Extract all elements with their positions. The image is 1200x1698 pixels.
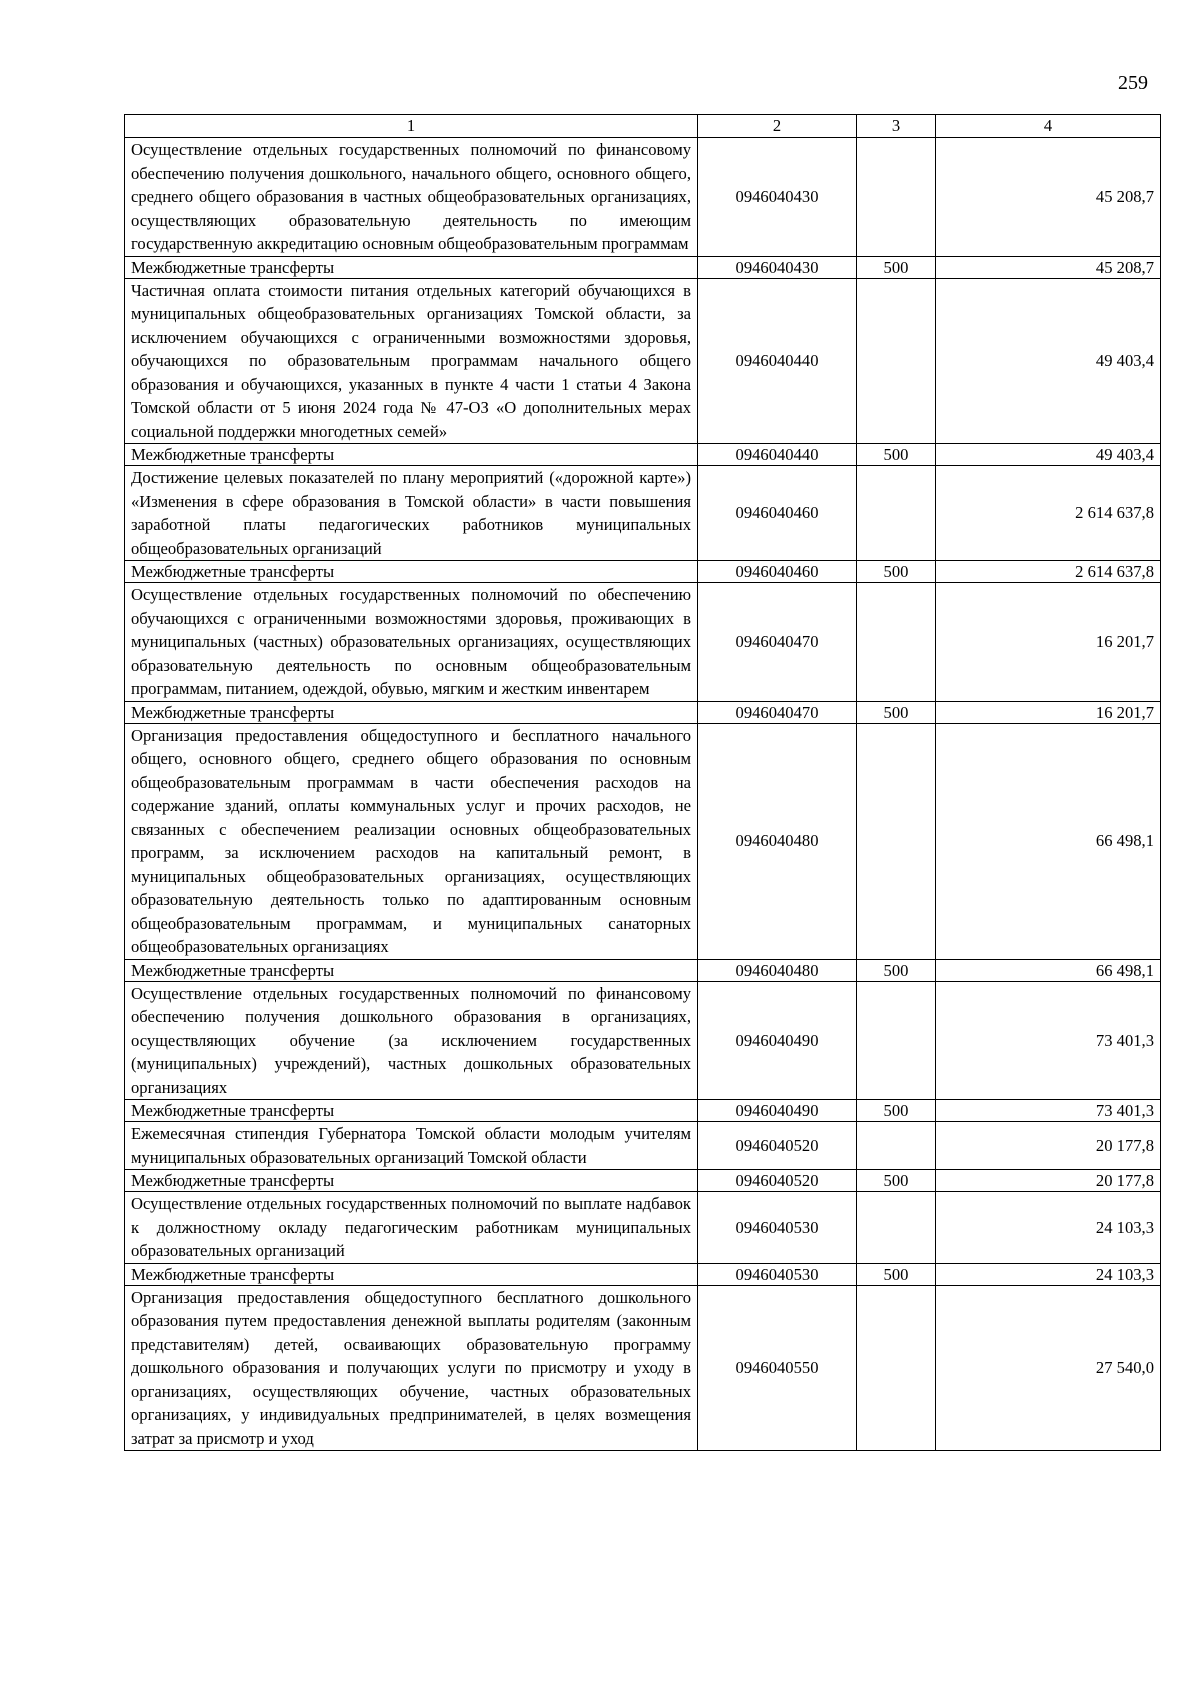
row-code: 0946040490 [698,981,857,1100]
table-row [125,1285,1161,1451]
table-row [125,981,1161,1100]
row-description: Частичная оплата стоимости питания отдельных категорий обучающихся в муниципальных общеобразовательных организациях Томской области, за исключением обучающихся с ограниченными возможностями здоровья, обучающихся по образовательным программам начального общего образования и обучающихся, указанных в пункте 4 части 1 статьи 4 Закона Томской области от 5 июня 2024 года № 47-ОЗ «О дополнительных мерах социальной поддержки многодетных семей» [125,278,698,444]
row-kvr: 500 [857,959,936,981]
table-row [125,1170,1161,1192]
row-code: 0946040430 [698,256,857,278]
row-description: Ежемесячная стипендия Губернатора Томской области молодым учителям муниципальных образовательных организаций Томской области [125,1122,698,1170]
row-amount: 2 614 637,8 [936,466,1161,561]
row-kvr: 500 [857,701,936,723]
row-code: 0946040440 [698,278,857,444]
row-kvr: 500 [857,561,936,583]
table-row [125,1263,1161,1285]
row-amount: 45 208,7 [936,138,1161,257]
row-kvr [857,466,936,561]
row-kvr [857,1192,936,1264]
column-header: 3 [857,115,936,138]
row-code: 0946040530 [698,1263,857,1285]
row-description: Межбюджетные трансферты [125,444,698,466]
table-row [125,278,1161,444]
row-kvr [857,583,936,702]
row-kvr: 500 [857,444,936,466]
row-amount: 2 614 637,8 [936,561,1161,583]
row-description: Организация предоставления общедоступного и бесплатного начального общего, основного общего, среднего общего образования по основным общеобразовательным программам в части обеспечения расходов на содержание зданий, оплаты коммунальных услуг и прочих расходов, не связанных с обеспечением реализации основных общеобразовательных программ, за исключением расходов на капитальный ремонт, в муниципальных общеобразовательных организациях, осуществляющих образовательную деятельность только по адаптированным основным общеобразовательным программам, и муниципальных санаторных общеобразовательных организациях [125,723,698,959]
row-description: Достижение целевых показателей по плану мероприятий («дорожной карте») «Изменения в сфере образования в Томской области» в части повышения заработной платы педагогических работников муниципальных общеобразовательных организаций [125,466,698,561]
row-code: 0946040440 [698,444,857,466]
column-header: 2 [698,115,857,138]
row-kvr [857,278,936,444]
row-description: Осуществление отдельных государственных полномочий по выплате надбавок к должностному окладу педагогическим работникам муниципальных образовательных организаций [125,1192,698,1264]
row-amount: 16 201,7 [936,701,1161,723]
table-row [125,583,1161,702]
row-amount: 45 208,7 [936,256,1161,278]
table-row [125,1122,1161,1170]
row-amount: 24 103,3 [936,1263,1161,1285]
row-code: 0946040430 [698,138,857,257]
row-kvr: 500 [857,1100,936,1122]
row-code: 0946040520 [698,1122,857,1170]
row-kvr [857,138,936,257]
row-amount: 66 498,1 [936,959,1161,981]
row-code: 0946040470 [698,583,857,702]
row-description: Межбюджетные трансферты [125,701,698,723]
row-description: Организация предоставления общедоступного бесплатного дошкольного образования путем предоставления денежной выплаты родителям (законным представителям) детей, осваивающих образовательную программу дошкольного образования и получающих услуги по присмотру и уходу в организациях, осуществляющих обучение, частных образовательных организациях, у индивидуальных предпринимателей, в целях возмещения затрат за присмотр и уход [125,1285,698,1451]
row-amount: 24 103,3 [936,1192,1161,1264]
table-row [125,466,1161,561]
row-amount: 49 403,4 [936,278,1161,444]
header-row [125,115,1161,138]
row-description: Осуществление отдельных государственных полномочий по финансовому обеспечению получения дошкольного, начального общего, основного общего, среднего общего образования в частных общеобразовательных организациях, осуществляющих образовательную деятельность по имеющим государственную аккредитацию основным общеобразовательным программам [125,138,698,257]
column-header: 1 [125,115,698,138]
row-amount: 73 401,3 [936,981,1161,1100]
row-code: 0946040550 [698,1285,857,1451]
table-row [125,1192,1161,1264]
row-kvr [857,723,936,959]
row-amount: 73 401,3 [936,1100,1161,1122]
row-description: Межбюджетные трансферты [125,1170,698,1192]
table-row [125,1100,1161,1122]
row-amount: 20 177,8 [936,1122,1161,1170]
budget-table [124,114,1161,1451]
row-description: Межбюджетные трансферты [125,561,698,583]
row-description: Осуществление отдельных государственных полномочий по обеспечению обучающихся с ограниченными возможностями здоровья, проживающих в муниципальных (частных) образовательных организациях, осуществляющих образовательную деятельность по основным общеобразовательным программам, питанием, одеждой, обувью, мягким и жестким инвентарем [125,583,698,702]
row-code: 0946040480 [698,723,857,959]
row-description: Межбюджетные трансферты [125,959,698,981]
row-description: Межбюджетные трансферты [125,256,698,278]
row-code: 0946040470 [698,701,857,723]
row-kvr [857,1122,936,1170]
table-row [125,138,1161,257]
row-kvr: 500 [857,256,936,278]
row-amount: 20 177,8 [936,1170,1161,1192]
row-kvr: 500 [857,1263,936,1285]
row-code: 0946040480 [698,959,857,981]
table-row [125,561,1161,583]
row-code: 0946040530 [698,1192,857,1264]
row-description: Межбюджетные трансферты [125,1100,698,1122]
row-description: Осуществление отдельных государственных полномочий по финансовому обеспечению получения дошкольного образования в организациях, осуществляющих обучение (за исключением государственных (муниципальных) учреждений), частных дошкольных образовательных организациях [125,981,698,1100]
table-row [125,444,1161,466]
column-header: 4 [936,115,1161,138]
row-code: 0946040460 [698,561,857,583]
row-amount: 16 201,7 [936,583,1161,702]
row-amount: 27 540,0 [936,1285,1161,1451]
row-code: 0946040490 [698,1100,857,1122]
row-amount: 66 498,1 [936,723,1161,959]
row-code: 0946040520 [698,1170,857,1192]
page-number: 259 [1118,72,1148,94]
table-row [125,723,1161,959]
row-code: 0946040460 [698,466,857,561]
row-kvr [857,1285,936,1451]
row-kvr [857,981,936,1100]
row-description: Межбюджетные трансферты [125,1263,698,1285]
row-amount: 49 403,4 [936,444,1161,466]
table-row [125,701,1161,723]
table-row [125,256,1161,278]
row-kvr: 500 [857,1170,936,1192]
table-row [125,959,1161,981]
